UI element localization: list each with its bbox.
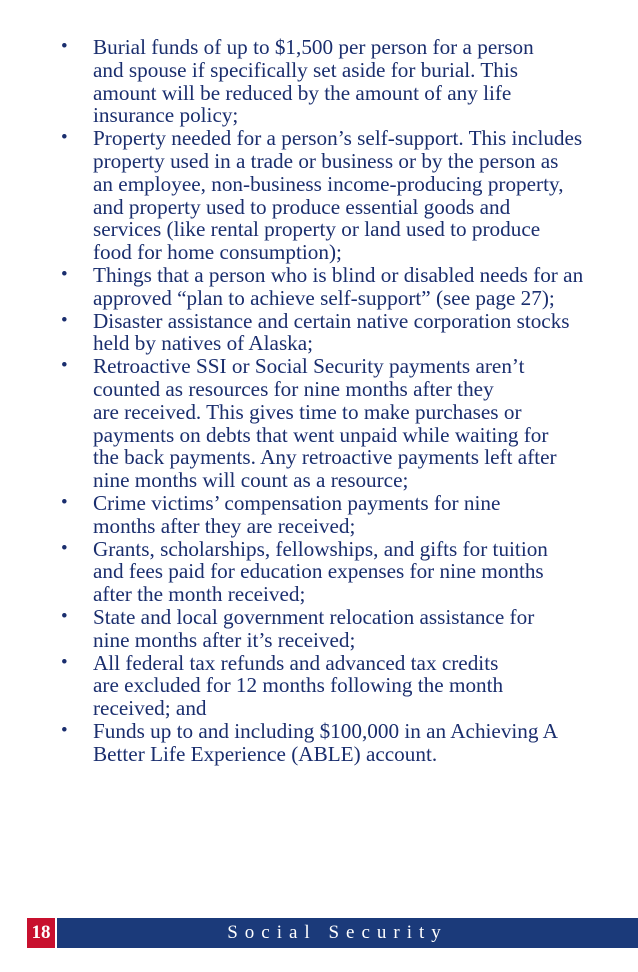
bullet-icon: • [61,263,68,285]
list-item-line: Crime victims’ compensation payments for nine [93,490,501,515]
list-item-line: Disaster assistance and certain native corporation stocks [93,308,570,333]
list-item [60,606,608,652]
list-item-line: Funds up to and including $100,000 in an Achieving A [93,718,558,743]
list-item-line: Property needed for a person’s self-support. This includes [93,126,583,151]
list-item-line: months after they are received; [93,513,356,538]
list-item-line: services (like rental property or land used to produce [93,217,541,242]
list-item-line: held by natives of Alaska; [93,331,314,356]
list-item-line: Retroactive SSI or Social Security payments aren’t [93,354,525,379]
list-item [60,355,608,492]
list-item-line: counted as resources for nine months after they [93,376,494,401]
list-item-line: Grants, scholarships, fellowships, and gifts for tuition [93,536,548,561]
bullet-icon: • [61,605,68,627]
list-item-line: and spouse if specifically set aside for burial. This [93,57,519,82]
list-item-line: received; and [93,696,207,721]
bullet-icon: • [61,309,68,331]
list-item-line: insurance policy; [93,103,239,128]
list-item-line: after the month received; [93,582,306,607]
page-number: 18 [27,918,55,948]
bullet-list [60,36,608,766]
list-item [60,310,608,356]
bullet-icon: • [61,719,68,741]
list-item-line: payments on debts that went unpaid while waiting for [93,422,549,447]
bullet-icon: • [61,651,68,673]
list-item-line: and property used to produce essential goods and [93,194,511,219]
bullet-icon: • [61,537,68,559]
list-item-line: are received. This gives time to make purchases or [93,399,522,424]
list-item-line: are excluded for 12 months following the month [93,673,504,698]
bullet-icon: • [61,491,68,513]
list-item-line: nine months will count as a resource; [93,468,409,493]
list-item [60,36,608,127]
list-item-line: an employee, non-business income-producing property, [93,171,564,196]
list-item-line: amount will be reduced by the amount of any life [93,80,512,105]
bullet-icon: • [61,355,68,377]
list-item [60,652,608,720]
bullet-icon: • [61,127,68,149]
list-item [60,264,608,310]
bullet-icon: • [61,36,68,57]
list-item-line: food for home consumption); [93,240,342,265]
list-item-line: and fees paid for education expenses for nine months [93,559,544,584]
footer-bar [57,918,638,948]
footer-title: Social Security [227,922,448,943]
list-item [60,538,608,606]
list-item-line: property used in a trade or business or by the person as [93,148,559,173]
list-item-line: Burial funds of up to $1,500 per person for a person [93,35,534,59]
page-footer [27,918,638,948]
document-body [60,36,608,766]
list-item [60,492,608,538]
list-item [60,127,608,264]
list-item-line: Better Life Experience (ABLE) account. [93,741,438,766]
list-item-line: Things that a person who is blind or disabled needs for an [93,262,584,287]
list-item-line: the back payments. Any retroactive payments left after [93,445,557,470]
list-item [60,720,608,766]
list-item-line: State and local government relocation assistance for [93,604,535,629]
list-item-line: All federal tax refunds and advanced tax credits [93,650,499,675]
list-item-line: nine months after it’s received; [93,627,356,652]
list-item-line: approved “plan to achieve self-support” (see page 27); [93,285,555,310]
